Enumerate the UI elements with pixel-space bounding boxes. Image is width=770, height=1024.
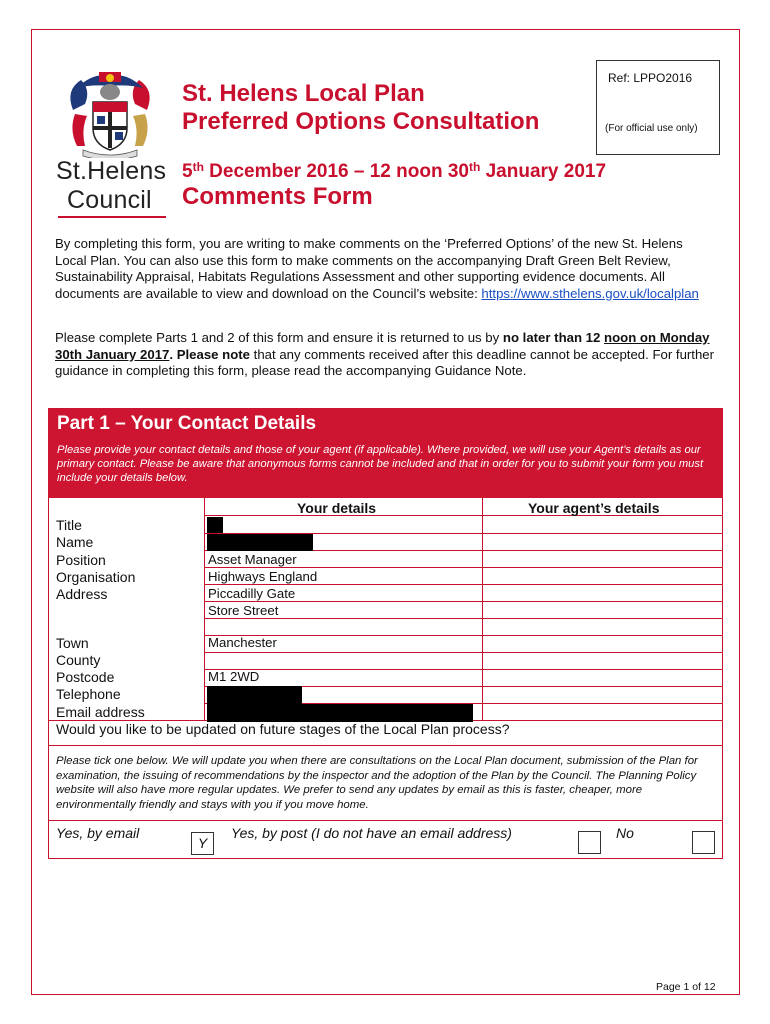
page-number: Page 1 of 12 bbox=[656, 981, 716, 993]
date-day1: 5 bbox=[182, 161, 193, 182]
redacted-email bbox=[207, 704, 473, 722]
logo-text-council: Council bbox=[67, 186, 152, 214]
label-title: Title bbox=[56, 517, 82, 533]
website-link[interactable]: https://www.sthelens.gov.uk/localplan bbox=[481, 285, 699, 301]
label-telephone: Telephone bbox=[56, 686, 121, 702]
instr-please-note: Please note bbox=[176, 346, 251, 362]
part1-header bbox=[48, 408, 723, 498]
row-line bbox=[204, 635, 722, 636]
form-title: Comments Form bbox=[182, 183, 373, 210]
instr-part1: Please complete Parts 1 and 2 of this form and ensure it is returned to us by bbox=[55, 330, 503, 345]
label-county: County bbox=[56, 652, 101, 668]
row-line bbox=[204, 669, 722, 670]
consultation-dates bbox=[182, 161, 606, 183]
no-checkbox[interactable] bbox=[692, 831, 715, 854]
date-mid: December 2016 – 12 noon 30 bbox=[203, 161, 469, 182]
row-line bbox=[48, 745, 723, 746]
row-line bbox=[204, 584, 722, 585]
intro-text: By completing this form, you are writing to make comments on the ‘Preferred Options’ of the new St. Helens Local Plan. You can also use this form to make comments on the accompanying Draft Green Belt Review, Sustainability Appraisal, Habitats Regulations Assessment and other supporting evidence documents. All documents are available to view and download on the Council’s website: bbox=[55, 236, 683, 301]
row-line bbox=[204, 567, 722, 568]
value-organisation[interactable]: Highways England bbox=[208, 569, 318, 584]
redacted-telephone bbox=[207, 686, 302, 704]
redacted-name bbox=[207, 534, 313, 551]
table-border-left bbox=[48, 498, 49, 859]
instr-part2: that any comments received after this deadline cannot be accepted. For further guidance in completing this form, please read the accompanying Guidance Note. bbox=[55, 346, 715, 379]
logo-text-st-helens: St.Helens bbox=[56, 157, 167, 185]
official-use-note: (For official use only) bbox=[605, 123, 698, 134]
coat-of-arms-icon bbox=[63, 70, 157, 158]
row-line bbox=[48, 820, 723, 821]
label-position: Position bbox=[56, 552, 106, 568]
value-address2[interactable]: Store Street bbox=[208, 603, 279, 618]
instructions-paragraph bbox=[55, 330, 715, 380]
label-postcode: Postcode bbox=[56, 669, 115, 685]
page-title-line1: St. Helens Local Plan bbox=[182, 80, 425, 107]
col-header-your-details: Your details bbox=[297, 500, 377, 516]
value-position[interactable]: Asset Manager bbox=[208, 552, 297, 567]
instr-deadline: noon on Monday 30th January 2017 bbox=[55, 330, 710, 362]
post-checkbox[interactable] bbox=[578, 831, 601, 854]
col-header-agent-details: Your agent’s details bbox=[528, 500, 660, 516]
table-border-bottom bbox=[48, 858, 723, 859]
instr-bold1: no later than 12 bbox=[502, 330, 605, 345]
email-checkbox[interactable]: Y bbox=[191, 832, 214, 855]
page-title-line2: Preferred Options Consultation bbox=[182, 108, 540, 135]
instr-dot: . bbox=[169, 346, 177, 362]
table-border-right bbox=[722, 498, 723, 859]
row-line bbox=[204, 618, 722, 619]
intro-paragraph bbox=[55, 236, 715, 302]
ref-label: Ref: LPPO2016 bbox=[608, 71, 693, 85]
row-line bbox=[204, 601, 722, 602]
label-organisation: Organisation bbox=[56, 569, 136, 585]
value-address1[interactable]: Piccadilly Gate bbox=[208, 586, 296, 601]
date-end: January 2017 bbox=[480, 161, 607, 182]
value-postcode[interactable]: M1 2WD bbox=[208, 669, 260, 684]
date-sup2: th bbox=[469, 160, 481, 174]
label-name: Name bbox=[56, 534, 94, 550]
option-no-label: No bbox=[616, 825, 634, 841]
redacted-title bbox=[207, 517, 223, 533]
date-sup1: th bbox=[192, 160, 204, 174]
logo-underline bbox=[58, 216, 166, 218]
updates-description: Please tick one below. We will update you when there are consultations on the Local Plan document, submission of the Plan for examination, the issuing of recommendations by the inspector and the adoption of the Plan by the Council. The Planning Policy website will also have more regular updates. We prefer to send any updates by email as this is faster, cheaper, more environmentally friendly and stays with you if you move home. bbox=[56, 755, 698, 811]
part1-title: Part 1 – Your Contact Details bbox=[57, 413, 317, 434]
part1-description: Please provide your contact details and those of your agent (if applicable). Where provided, we will use your Agent’s details as our primary contact. Please be aware that anonymous forms cannot be included and that in order for you to submit your form you must include your details below. bbox=[57, 444, 704, 484]
row-line bbox=[204, 652, 722, 653]
option-email-label: Yes, by email bbox=[56, 825, 140, 841]
label-email: Email address bbox=[56, 704, 145, 720]
value-town[interactable]: Manchester bbox=[208, 635, 277, 650]
option-post-label: Yes, by post (I do not have an email address) bbox=[231, 825, 512, 841]
updates-question: Would you like to be updated on future stages of the Local Plan process? bbox=[56, 721, 510, 737]
label-town: Town bbox=[56, 635, 89, 651]
label-address: Address bbox=[56, 586, 108, 602]
